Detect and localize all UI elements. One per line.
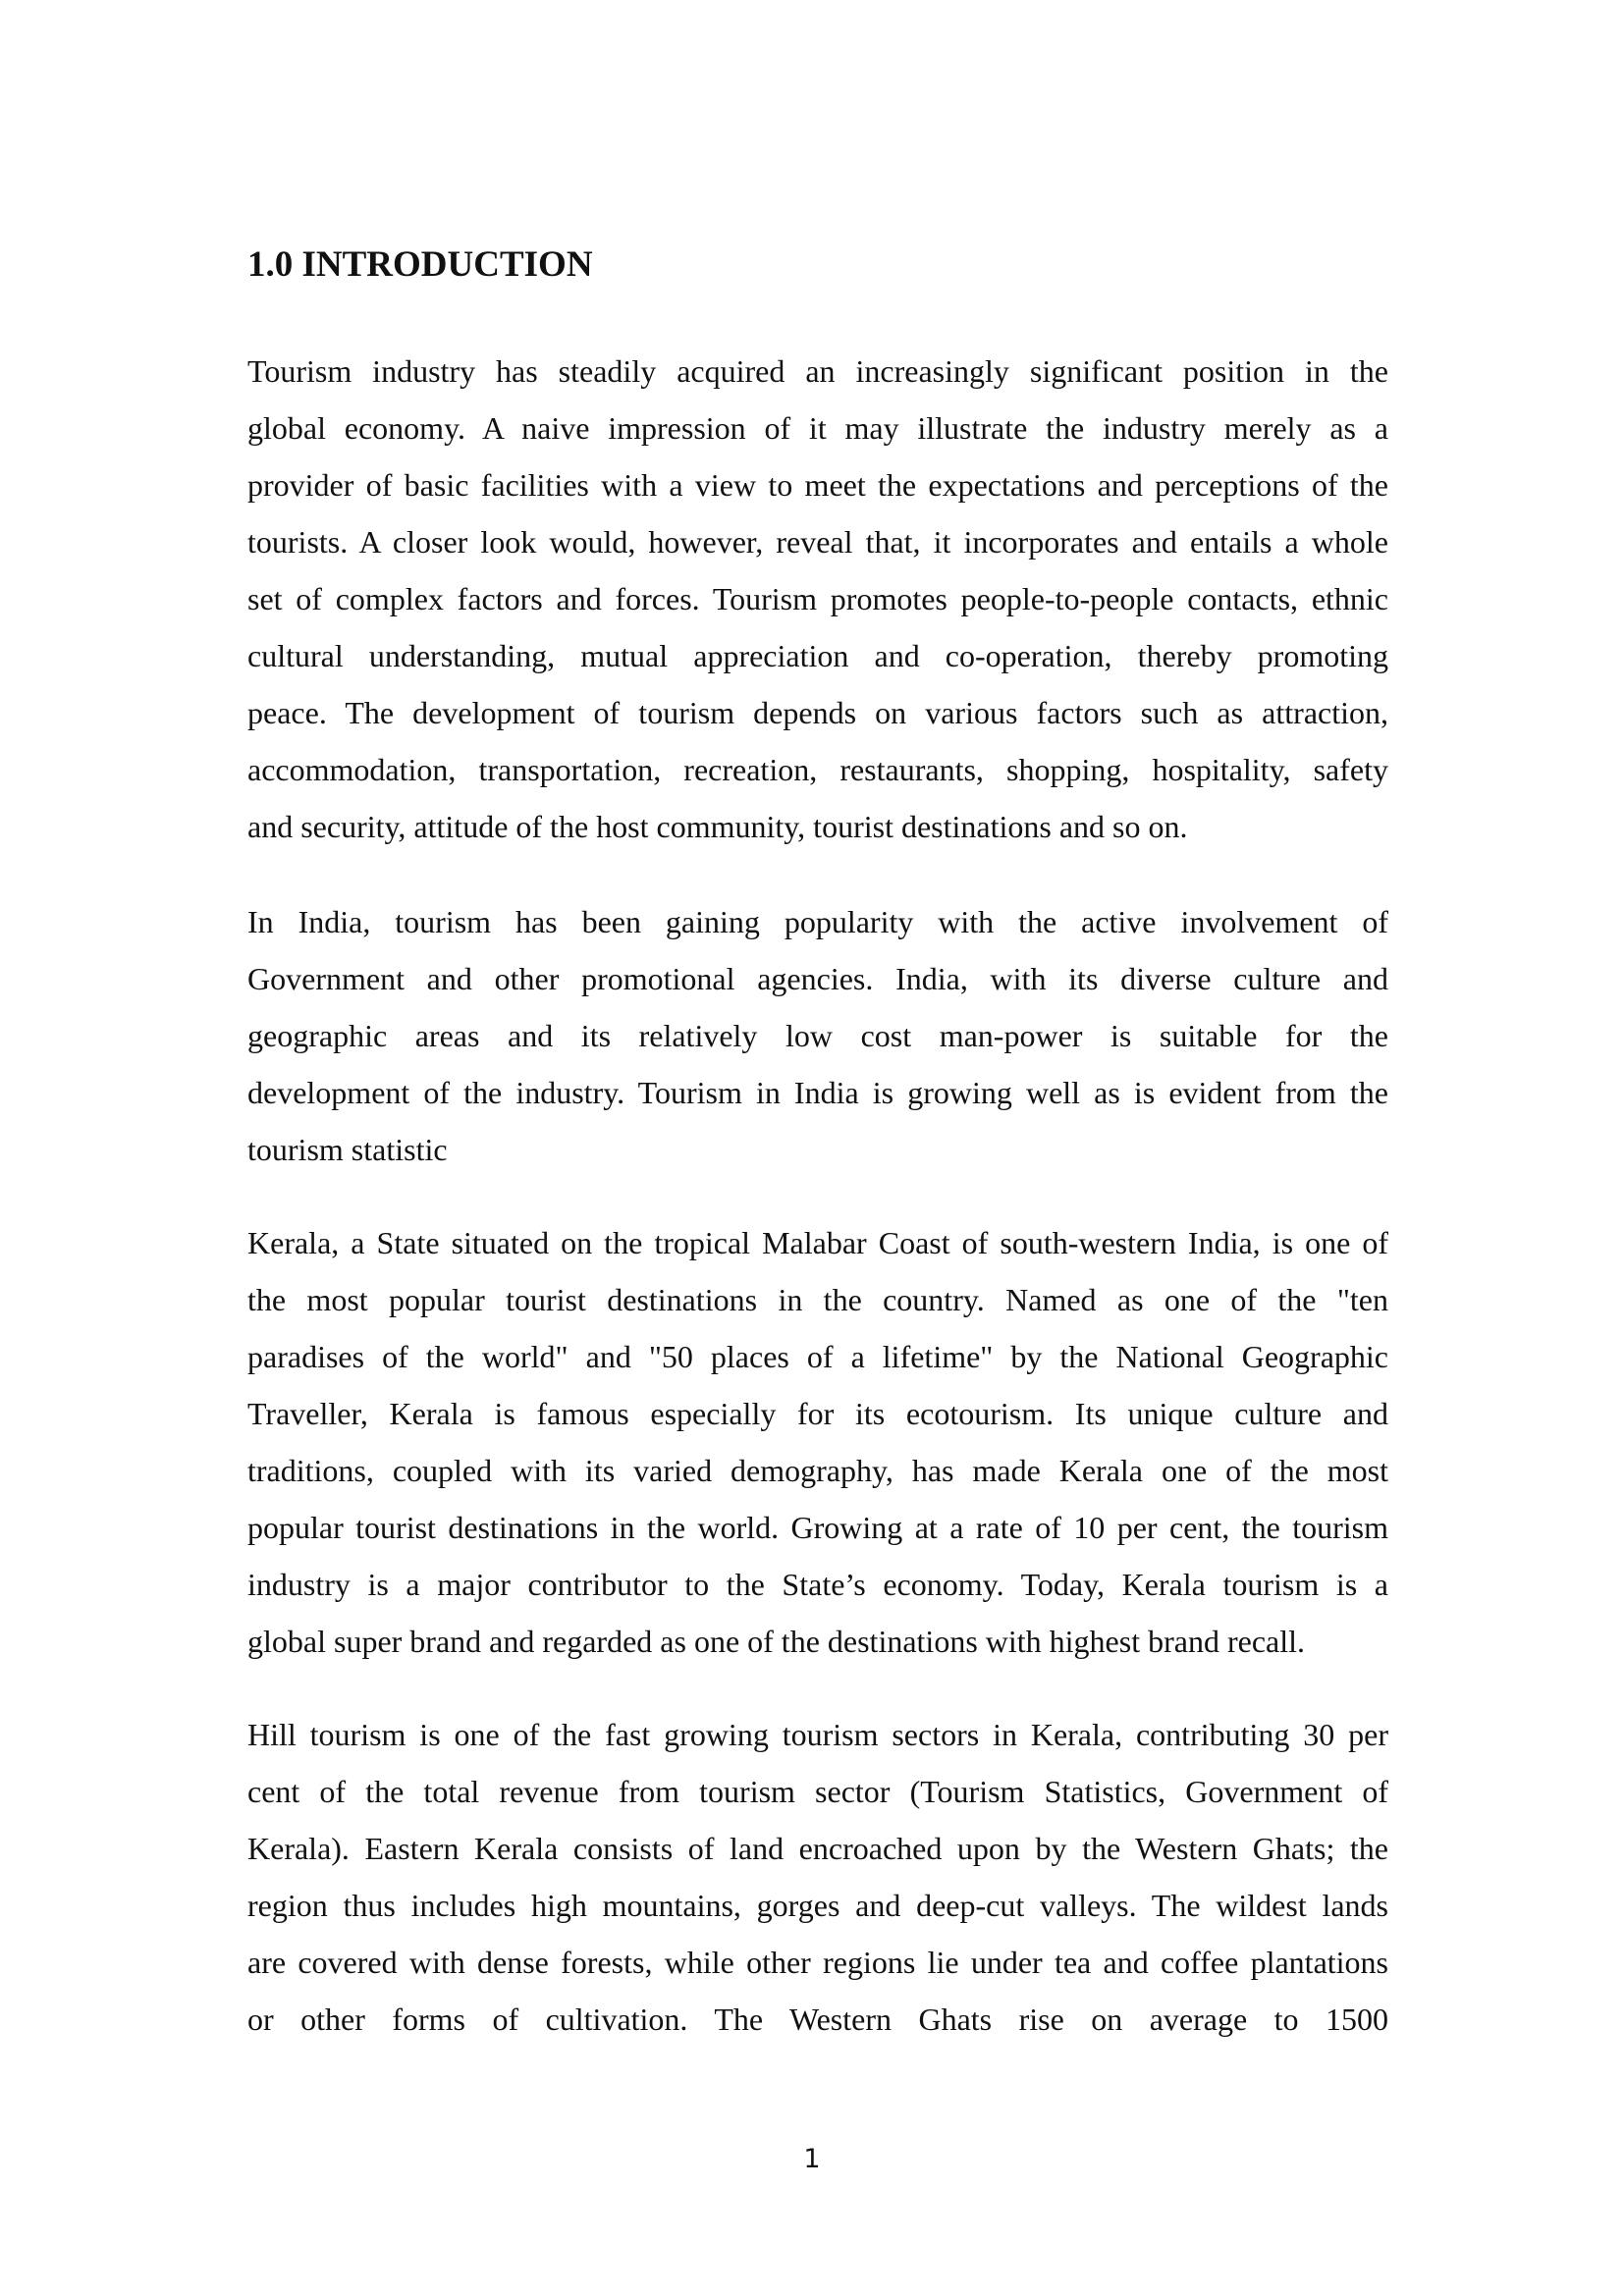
- paragraph-india-tourism: [247, 893, 1388, 1178]
- text-line: traditions, coupled with its varied demography, has made Kerala one of the most: [247, 1453, 1388, 1488]
- text-line: development of the industry. Tourism in India is growing well as is evident from the: [247, 1075, 1388, 1110]
- text-line: region thus includes high mountains, gorges and deep-cut valleys. The wildest lands: [247, 1888, 1388, 1923]
- text-line: global super brand and regarded as one of the destinations with highest brand recall.: [247, 1624, 1305, 1659]
- text-line: global economy. A naive impression of it may illustrate the industry merely as a: [247, 410, 1388, 446]
- text-line: Traveller, Kerala is famous especially for its ecotourism. Its unique culture and: [247, 1396, 1388, 1431]
- text-line: provider of basic facilities with a view to meet the expectations and perceptions of the: [247, 467, 1388, 503]
- text-line: cent of the total revenue from tourism sector (Tourism Statistics, Government of: [247, 1774, 1388, 1809]
- text-line: peace. The development of tourism depends on various factors such as attraction,: [247, 695, 1388, 730]
- text-line: set of complex factors and forces. Tourism promotes people-to-people contacts, ethnic: [247, 581, 1388, 616]
- text-line: Tourism industry has steadily acquired an increasingly significant position in the: [247, 353, 1388, 389]
- text-line: geographic areas and its relatively low cost man-power is suitable for the: [247, 1018, 1388, 1053]
- text-line: or other forms of cultivation. The Western Ghats rise on average to 1500: [247, 2002, 1388, 2037]
- text-line: tourism statistic: [247, 1132, 448, 1167]
- paragraph-kerala-tourism: [247, 1214, 1388, 1670]
- paragraph-hill-tourism: [247, 1706, 1388, 2048]
- text-line: and security, attitude of the host community, tourist destinations and so on.: [247, 809, 1188, 844]
- text-line: paradises of the world" and "50 places of a lifetime" by the National Geographic: [247, 1339, 1388, 1374]
- text-line: are covered with dense forests, while other regions lie under tea and coffee plantations: [247, 1945, 1388, 1980]
- text-line: Hill tourism is one of the fast growing tourism sectors in Kerala, contributing 30 per: [247, 1717, 1388, 1752]
- text-line: Government and other promotional agencies. India, with its diverse culture and: [247, 961, 1388, 996]
- text-line: In India, tourism has been gaining popularity with the active involvement of: [247, 904, 1388, 939]
- section-heading: 1.0 INTRODUCTION: [247, 244, 593, 285]
- text-line: Kerala, a State situated on the tropical Malabar Coast of south-western India, is one of: [247, 1225, 1388, 1260]
- text-line: accommodation, transportation, recreation, restaurants, shopping, hospitality, safety: [247, 752, 1388, 787]
- text-line: industry is a major contributor to the State’s economy. Today, Kerala tourism is a: [247, 1567, 1388, 1602]
- text-line: popular tourist destinations in the world. Growing at a rate of 10 per cent, the tourism: [247, 1510, 1388, 1545]
- page-number: 1: [803, 2144, 821, 2174]
- text-line: tourists. A closer look would, however, reveal that, it incorporates and entails a whole: [247, 524, 1388, 560]
- text-line: the most popular tourist destinations in the country. Named as one of the "ten: [247, 1282, 1388, 1317]
- paragraph-tourism-industry: [247, 343, 1388, 855]
- text-line: Kerala). Eastern Kerala consists of land encroached upon by the Western Ghats; the: [247, 1831, 1388, 1866]
- text-line: cultural understanding, mutual appreciation and co-operation, thereby promoting: [247, 638, 1388, 673]
